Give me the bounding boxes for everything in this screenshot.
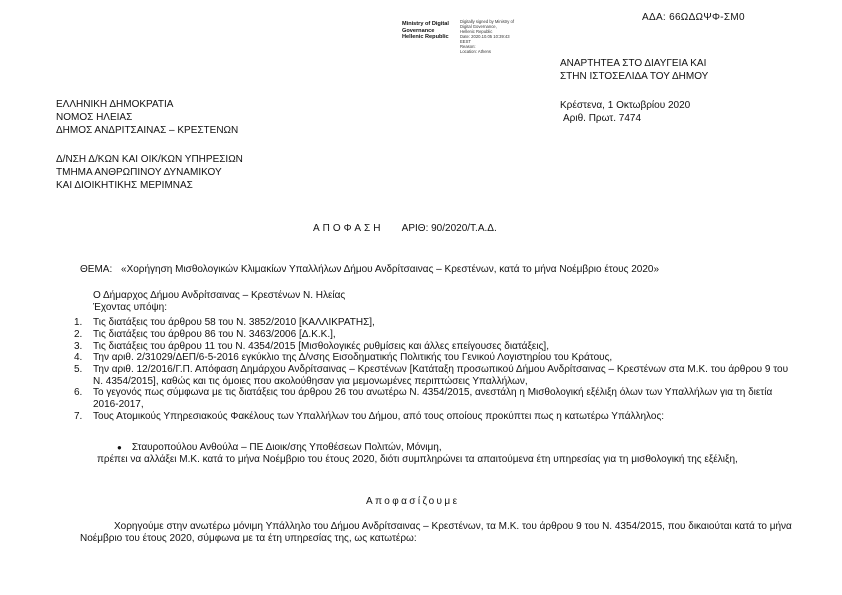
issuer-prefecture: ΝΟΜΟΣ ΗΛΕΙΑΣ — [56, 112, 133, 123]
list-item-text: Τους Ατομικούς Υπηρεσιακούς Φακέλους των Υπαλλήλων του Δήμου, από τους οποίους προκύπτει πως η κατωτέρω Υπάλληλος: — [93, 410, 665, 422]
considerations-list — [74, 317, 799, 423]
digital-signature-details — [460, 19, 514, 54]
department-line: Δ/ΝΣΗ Δ/ΚΩΝ ΚΑΙ ΟΙΚ/ΚΩΝ ΥΠΗΡΕΣΙΩΝ — [56, 154, 243, 165]
list-item-number: 5. — [74, 364, 83, 376]
signature-detail-line: Digital Governance, — [460, 24, 497, 29]
list-item-text: Τις διατάξεις του άρθρου 11 του Ν. 4354/2015 [Μισθολογικές ρυθμίσεις και άλλες επείγουσες διατάξεις], — [93, 340, 549, 352]
ada-code: ΑΔΑ: 66ΩΔΩΨΦ-ΣΜ0 — [642, 12, 745, 23]
list-item — [74, 410, 799, 423]
decision-number: ΑΡΙΘ: 90/2020/Τ.Α.Δ. — [401, 223, 497, 234]
list-item-text: Τις διατάξεις του άρθρου 58 του Ν. 3852/2010 [ΚΑΛΛΙΚΡΑΤΗΣ], — [93, 317, 375, 328]
list-item — [74, 364, 799, 387]
subject-label: ΘΕΜΑ: — [80, 264, 113, 275]
list-item-text: Τις διατάξεις του άρθρου 86 του Ν. 3463/2006 [Δ.Κ.Κ.], — [93, 328, 336, 340]
list-item — [74, 328, 799, 341]
document-date: Κρέστενα, 1 Οκτωβρίου 2020 — [560, 100, 691, 111]
subject-text: «Χορήγηση Μισθολογικών Κλιμακίων Υπαλλήλων Δήμου Ανδρίτσαινας – Κρεστένων, κατά το μήνα Νοέμβριο έτους 2020» — [121, 264, 660, 275]
list-item-number: 6. — [74, 387, 83, 399]
issuer-municipality: ΔΗΜΟΣ ΑΝΔΡΙΤΣΑΙΝΑΣ – ΚΡΕΣΤΕΝΩΝ — [56, 125, 239, 136]
signature-issuer-line: Hellenic Republic — [402, 34, 449, 41]
list-item-text: Την αριθ. 2/31029/ΔΕΠ/6-5-2016 εγκύκλιο της Δ/νσης Εισοδηματικής Πολιτικής του Γενικού Λογιστηρίου του Κράτους, — [93, 352, 613, 364]
list-item — [74, 340, 799, 353]
mayor-line: Ο Δήμαρχος Δήμου Ανδρίτσαινας – Κρεστένων Ν. Ηλείας — [93, 290, 346, 301]
list-item-number: 2. — [74, 328, 83, 340]
department-line: ΤΜΗΜΑ ΑΝΘΡΩΠΙΝΟΥ ΔΥΝΑΜΙΚΟΥ — [56, 167, 222, 178]
signature-issuer-line: Ministry of Digital — [402, 21, 449, 27]
list-item-text: Την αριθ. 12/2016/Γ.Π. Απόφαση Δημάρχου Ανδρίτσαινας – Κρεστένων [Κατάταξη προσωπικού Δήμου Ανδρίτσαινας – Κρεστένων στα Μ.Κ. του άρθρου 9 του Ν. 4354/2015], καθώς και τις όμοιες που ακολούθησαν για μεμονωμένες περιπτώσεις Υπαλλήλων, — [93, 364, 789, 387]
intro-block — [93, 290, 345, 314]
protocol-number: Αριθ. Πρωτ. 7474 — [563, 113, 642, 124]
list-item-number: 7. — [74, 410, 83, 422]
decision-heading — [313, 223, 497, 235]
continuation-paragraph: πρέπει να αλλάξει Μ.Κ. κατά το μήνα Νοέμβριο του έτους 2020, διότι συμπληρώνει τα απαιτούμενα έτη υπηρεσίας για τη μισθολογική της εξέλιξη, — [97, 454, 738, 465]
list-item-text: Το γεγονός πως σύμφωνα με τις διατάξεις του άρθρου 26 του ανωτέρω Ν. 4354/2015, ανεστάλη η Μισθολογική εξέλιξη όλων των Υπαλλήλων για τη διετία 2016-2017, — [93, 387, 773, 410]
list-item — [74, 387, 799, 410]
signature-detail-line: Date: 2020.10.05 10:39:43 — [460, 34, 510, 39]
publish-notice — [560, 57, 708, 83]
signature-issuer-line: Governance — [402, 27, 435, 34]
subject-line — [80, 264, 659, 276]
list-item-number: 1. — [74, 317, 83, 328]
publish-notice-line: ΑΝΑΡΤΗΤΕΑ ΣΤΟ ΔΙΑΥΓΕΙΑ ΚΑΙ — [560, 58, 707, 69]
department-line: ΚΑΙ ΔΙΟΙΚΗΤΙΚΗΣ ΜΕΡΙΜΝΑΣ — [56, 180, 193, 191]
signature-detail-line: EEST — [460, 39, 471, 44]
signature-detail-line: Location: Athens — [460, 49, 491, 54]
signature-detail-line: Digitally signed by Ministry of — [460, 19, 514, 24]
bullet-icon: ● — [117, 443, 122, 452]
issuer-country: ΕΛΛΗΝΙΚΗ ΔΗΜΟΚΡΑΤΙΑ — [56, 99, 174, 110]
department-header — [56, 153, 243, 192]
employee-bullet — [117, 442, 442, 454]
employee-name: Σταυροπούλου Ανθούλα – ΠΕ Διοικ/σης Υποθέσεων Πολιτών, Μόνιμη, — [131, 442, 442, 453]
signature-detail-line: Hellenic Republic — [460, 29, 493, 34]
granting-paragraph: Χορηγούμε στην ανωτέρω μόνιμη Υπάλληλο του Δήμου Ανδρίτσαινας – Κρεστένων, τα Μ.Κ. του άρθρου 9 του Ν. 4354/2015, που δικαιούται κατά το μήνα Νοέμβριο του έτους 2020, σύμφωνα με τα έτη υπηρεσίας της, ως κατωτέρω: — [80, 521, 792, 544]
list-item — [74, 317, 799, 329]
issuer-header — [56, 98, 238, 137]
decision-word: ΑΠΟΦΑΣΗ — [313, 223, 384, 234]
list-item-number: 4. — [74, 352, 83, 364]
list-item-number: 3. — [74, 340, 83, 352]
date-protocol-block — [560, 99, 690, 125]
signature-detail-line: Reason: — [460, 44, 476, 49]
having-regard-line: Έχοντας υπόψη: — [93, 302, 167, 313]
decide-heading: Αποφασίζουμε — [366, 496, 460, 507]
publish-notice-line: ΣΤΗΝ ΙΣΤΟΣΕΛΙΔΑ ΤΟΥ ΔΗΜΟΥ — [560, 71, 709, 82]
digital-signature-issuer — [402, 21, 449, 41]
list-item — [74, 352, 799, 364]
